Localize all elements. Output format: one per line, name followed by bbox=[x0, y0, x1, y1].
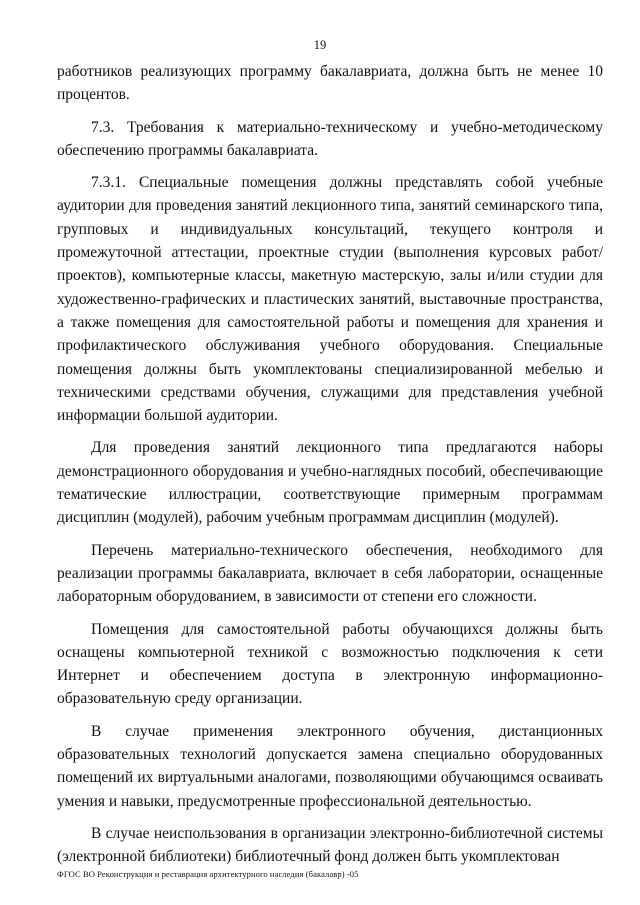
section-heading-7-3: 7.3. Требования к материально-техническому и учебно-методическому обеспечению программы бакалавриата. bbox=[57, 118, 603, 159]
page-footer: ФГОС ВО Реконструкция и реставрация архитектурного наследия (бакалавр) -05 bbox=[57, 869, 359, 879]
page-number: 19 bbox=[313, 38, 327, 52]
paragraph-self-study-rooms: Помещения для самостоятельной работы обучающихся должны быть оснащены компьютерной техникой с возможностью подключения к сети Интернет и обеспечением доступа в электронную информационно-образовательную среду организации. bbox=[57, 620, 603, 708]
paragraph-e-learning: В случае применения электронного обучения, дистанционных образовательных технологий допускается замена специально оборудованных помещений их виртуальными аналогами, позволяющими обучающимся осваивать умения и навыки, предусмотренные профессиональной деятельностью. bbox=[57, 722, 603, 810]
paragraph-material-support: Перечень материально-технического обеспечения, необходимого для реализации программы бакалавриата, включает в себя лаборатории, оснащенные лабораторным оборудованием, в зависимости от степени его сложности. bbox=[57, 541, 603, 606]
paragraph-continuation: работников реализующих программу бакалавриата, должна быть не менее 10 процентов. bbox=[57, 63, 603, 104]
document-body bbox=[57, 60, 603, 869]
paragraph-7-3-1: 7.3.1. Специальные помещения должны представлять собой учебные аудитории для проведения занятий лекционного типа, занятий семинарского типа, групповых и индивидуальных консультаций, текущего контроля и промежуточной аттестации, проектные студии (выполнения курсовых работ/проектов), компьютерные классы, макетную мастерскую, залы и/или студии для художественно-графических и пластических занятий, выставочные пространства, а также помещения для самостоятельной работы и помещения для хранения и профилактического обслуживания учебного оборудования. Специальные помещения должны быть укомплектованы специализированной мебелью и техническими средствами обучения, служащими для представления учебной информации большой аудитории. bbox=[57, 174, 603, 425]
paragraph-library-fund: В случае неиспользования в организации электронно-библиотечной системы (электронной библиотеки) библиотечный фонд должен быть укомплектован bbox=[57, 824, 603, 866]
paragraph-lecture-equipment: Для проведения занятий лекционного типа предлагаются наборы демонстрационного оборудования и учебно-наглядных пособий, обеспечивающие тематические иллюстрации, соответствующие примерным программам дисциплин (модулей), рабочим учебным программам дисциплин (модулей). bbox=[57, 439, 603, 527]
